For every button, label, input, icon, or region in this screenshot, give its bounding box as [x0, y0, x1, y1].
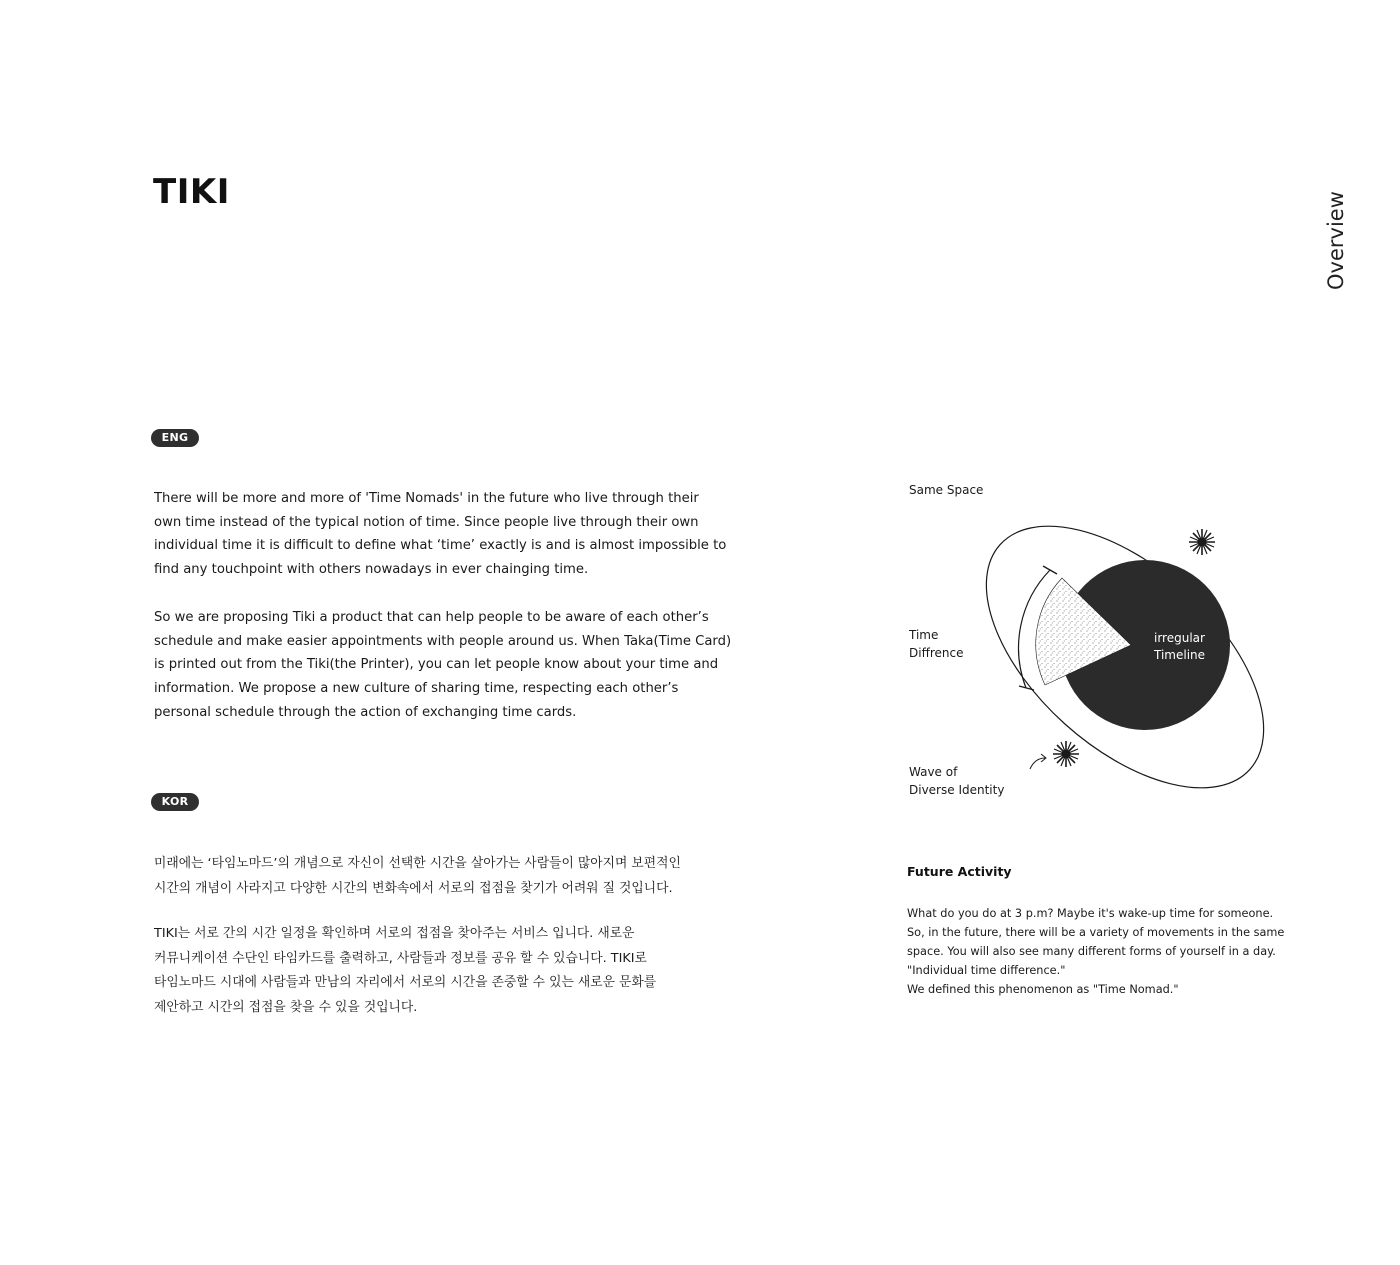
language-badge-eng: ENG [151, 429, 199, 447]
label-wave-1: Wave of [909, 765, 958, 779]
label-same-space: Same Space [909, 483, 984, 497]
english-paragraph-2: So we are proposing Tiki a product that can help people to be aware of each other’s schedule and make easier appointments with people around us. When Taka(Time Card) is printed out from the Tiki(the Printer), you can let people know about your time and information. We propose a new culture of sharing time, respecting each other’s personal schedule through the action of exchanging time cards. [154, 610, 732, 720]
label-irregular-2: Timeline [1154, 648, 1206, 662]
label-irregular-1: irregular [1154, 631, 1205, 645]
korean-paragraph-1: 미래에는 ‘타임노마드’의 개념으로 자신이 선택한 시간을 살아가는 사람들이 많아지며 보편적인 시간의 개념이 사라지고 다양한 시간의 변화속에서 서로의 접점을 찾기가 어려워 질 것입니다. [154, 856, 681, 896]
section-label-overview: Overview [1324, 191, 1348, 290]
label-time-difference-2: Diffrence [909, 646, 964, 660]
time-nomad-diagram [895, 470, 1295, 810]
language-badge-kor: KOR [151, 793, 199, 811]
arc-tick-bottom [1019, 686, 1034, 690]
arc-tick-top [1043, 566, 1057, 574]
english-paragraph-1: There will be more and more of 'Time Nomads' in the future who live through their own time instead of the typical notion of time. Since people live through their own individual time it is difficult to define what ‘time’ exactly is and is almost impossible to find any touchpoint with others nowadays in ever chainging time. [154, 491, 727, 578]
label-wave-2: Diverse Identity [909, 783, 1005, 797]
label-time-difference-1: Time [909, 628, 939, 642]
sparkle-icon [1053, 741, 1079, 767]
korean-paragraph-2: TIKI는 서로 간의 시간 일정을 확인하며 서로의 접점을 찾아주는 서비스 입니다. 새로운 커뮤니케이션 수단인 타임카드를 출력하고, 사람들과 정보를 공유 할 수 있습니다. TIKI로 타임노마드 시대에 사람들과 만남의 자리에서 서로의 시간을 존중할 수 있는 새로운 문화를 제안하고 시간의 접점을 찾을 수 있을 것입니다. [154, 926, 657, 1015]
curved-arrow-icon [1030, 758, 1045, 769]
sparkle-icon [1189, 529, 1215, 555]
future-activity-body: What do you do at 3 p.m? Maybe it's wake-up time for someone. So, in the future, there will be a variety of movements in the same space. You will also see many different forms of yourself in a day. "Individual time difference." We defined this phenomenon as "Time Nomad." [907, 907, 1285, 996]
future-activity-heading: Future Activity [907, 864, 1012, 879]
page-title: TIKI [153, 172, 230, 212]
